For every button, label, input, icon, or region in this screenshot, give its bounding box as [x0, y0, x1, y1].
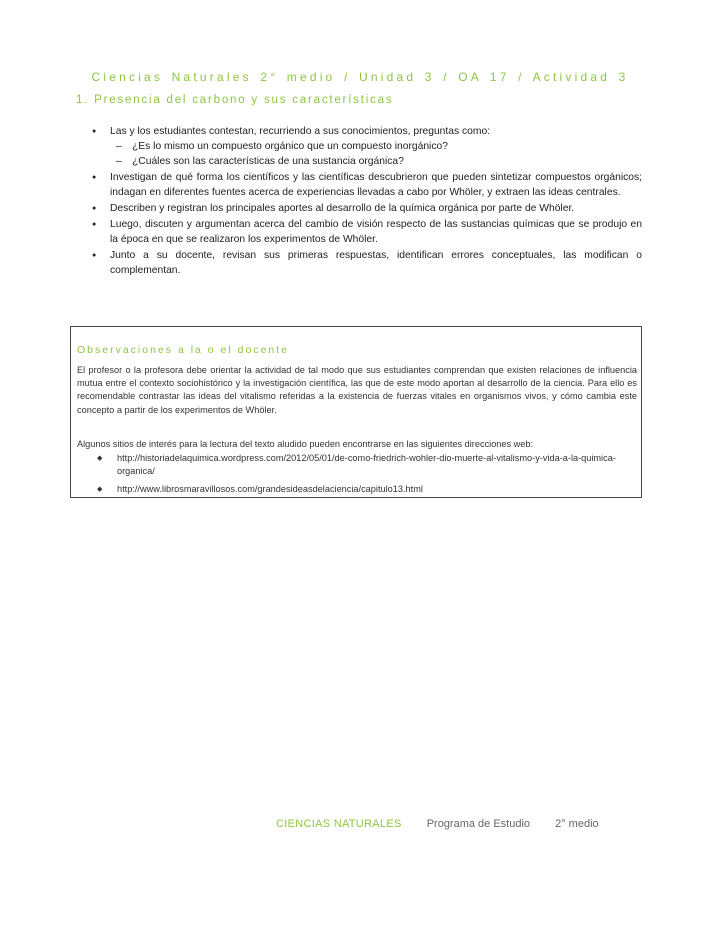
- list-item: ● Investigan de qué forma los científicos y las científicas descubrieron que pueden sintetizar compuestos orgánicos; indagan en diferentes fuentes acerca de experiencias llevadas a cabo por Whöler, y extraen las ideas centrales.: [92, 170, 642, 200]
- list-item: ● Junto a su docente, revisan sus primeras respuestas, identifican errores conceptuales, las modifican o complementan.: [92, 248, 642, 278]
- question-item: – ¿Cuáles son las características de una sustancia orgánica?: [110, 154, 642, 169]
- activity-list: [92, 124, 642, 279]
- footer-level: 2° medio: [555, 818, 599, 830]
- reference-links: [95, 452, 635, 502]
- observations-title: Observaciones a la o el docente: [77, 344, 290, 356]
- page-footer: [276, 818, 599, 830]
- section-title: 1. Presencia del carbono y sus características: [76, 94, 394, 106]
- question-list: [110, 139, 642, 169]
- footer-program: Programa de Estudio: [426, 818, 531, 830]
- activity-text: Las y los estudiantes contestan, recurriendo a sus conocimientos, preguntas como:: [110, 126, 491, 137]
- observations-paragraph: El profesor o la profesora debe orientar la actividad de tal modo que sus estudiantes comprendan que existen relaciones de influencia mutua entre el contexto sociohistórico y la investigación científica, las que de este modo aportan al desarrollo de la ciencia. Para ello es recomendable contrastar las ideas del vitalismo referidas a la existencia de fuerzas vitales en organismos vivos, y cómo cambia este concepto a partir de los experimentos de Whöler.: [77, 365, 637, 415]
- question-item: – ¿Es lo mismo un compuesto orgánico que un compuesto inorgánico?: [110, 139, 642, 154]
- reference-link[interactable]: ◆ http://historiadelaquimica.wordpress.com/2012/05/01/de-como-friedrich-wohler-dio-muerte-al-vitalismo-y-vida-a-la-quimica-organica/: [95, 452, 635, 478]
- reference-link[interactable]: ◆ http://www.librosmaravillosos.com/grandesideasdelaciencia/capitulo13.html: [95, 483, 635, 496]
- footer-subject: CIENCIAS NATURALES: [276, 818, 402, 830]
- observations-intro: Algunos sitios de interés para la lectura del texto aludido pueden encontrarse en las siguientes direcciones web:: [77, 439, 534, 449]
- page-header: Ciencias Naturales 2° medio / Unidad 3 / OA 17 / Actividad 3: [91, 70, 629, 84]
- list-item: [92, 124, 642, 169]
- teacher-observations-box: [70, 326, 642, 498]
- list-item: ● Luego, discuten y argumentan acerca del cambio de visión respecto de las sustancias químicas que se produjo en la época en que se realizaron los experimentos de Whöler.: [92, 217, 642, 247]
- list-item: ● Describen y registran los principales aportes al desarrollo de la química orgánica por parte de Whöler.: [92, 201, 642, 216]
